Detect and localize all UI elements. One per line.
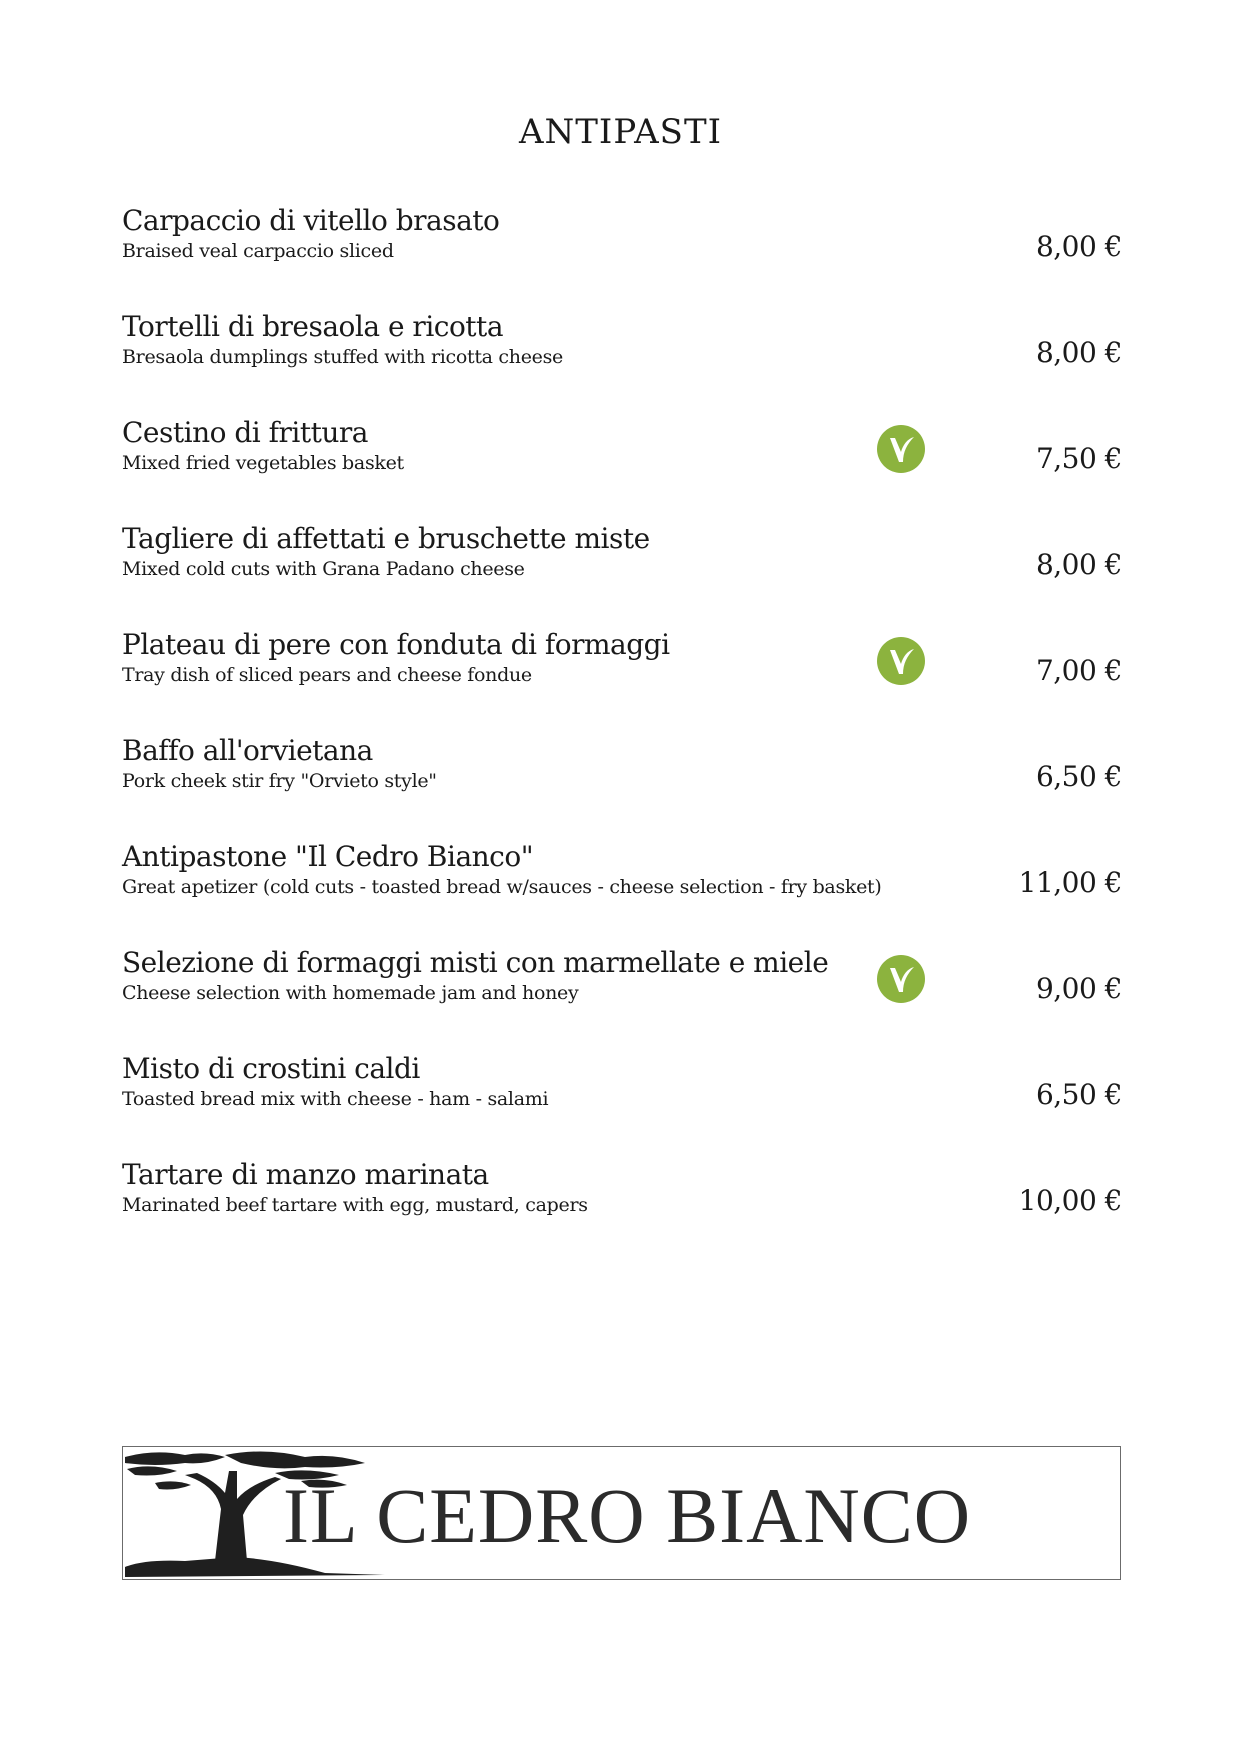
dish-name: Tortelli di bresaola e ricotta (122, 310, 504, 343)
dish-name: Tagliere di affettati e bruschette miste (122, 522, 650, 555)
restaurant-logo (122, 1446, 1121, 1580)
section-title: ANTIPASTI (518, 112, 723, 152)
dish-name: Antipastone "Il Cedro Bianco" (122, 840, 534, 873)
menu-item (122, 304, 1122, 410)
dish-name: Plateau di pere con fonduta di formaggi (122, 628, 670, 661)
dish-price: 6,50 € (1035, 760, 1122, 793)
dish-description: Mixed fried vegetables basket (122, 452, 404, 474)
menu-item (122, 410, 1122, 516)
dish-description: Great apetizer (cold cuts - toasted bread w/sauces - cheese selection - fry basket) (122, 876, 882, 898)
menu-item (122, 516, 1122, 622)
dish-description: Pork cheek stir fry "Orvieto style" (122, 770, 437, 792)
vegetarian-leaf-icon (876, 424, 926, 474)
menu-item (122, 728, 1122, 834)
menu-list (122, 198, 1122, 1258)
dish-name: Cestino di frittura (122, 416, 368, 449)
dish-description: Braised veal carpaccio sliced (122, 240, 394, 262)
menu-item (122, 1046, 1122, 1152)
dish-price: 8,00 € (1035, 230, 1122, 263)
dish-price: 7,50 € (1035, 442, 1122, 475)
dish-description: Mixed cold cuts with Grana Padano cheese (122, 558, 525, 580)
menu-item (122, 622, 1122, 728)
menu-item (122, 834, 1122, 940)
vegetarian-leaf-icon (876, 636, 926, 686)
dish-name: Misto di crostini caldi (122, 1052, 420, 1085)
dish-name: Tartare di manzo marinata (122, 1158, 489, 1191)
menu-item (122, 198, 1122, 304)
dish-price: 6,50 € (1035, 1078, 1122, 1111)
dish-description: Toasted bread mix with cheese - ham - salami (122, 1088, 549, 1110)
dish-description: Bresaola dumplings stuffed with ricotta cheese (122, 346, 563, 368)
dish-price: 7,00 € (1035, 654, 1122, 687)
dish-price: 8,00 € (1035, 548, 1122, 581)
menu-item (122, 1152, 1122, 1258)
vegetarian-leaf-icon (876, 954, 926, 1004)
dish-name: Carpaccio di vitello brasato (122, 204, 500, 237)
dish-price: 8,00 € (1035, 336, 1122, 369)
dish-description: Marinated beef tartare with egg, mustard, capers (122, 1194, 588, 1216)
dish-description: Cheese selection with homemade jam and honey (122, 982, 579, 1004)
dish-name: Selezione di formaggi misti con marmellate e miele (122, 946, 829, 979)
logo-text: IL CEDRO BIANCO (283, 1472, 972, 1559)
dish-description: Tray dish of sliced pears and cheese fondue (122, 664, 532, 686)
menu-item (122, 940, 1122, 1046)
dish-price: 10,00 € (1018, 1184, 1122, 1217)
dish-price: 11,00 € (1018, 866, 1122, 899)
dish-price: 9,00 € (1035, 972, 1122, 1005)
dish-name: Baffo all'orvietana (122, 734, 373, 767)
